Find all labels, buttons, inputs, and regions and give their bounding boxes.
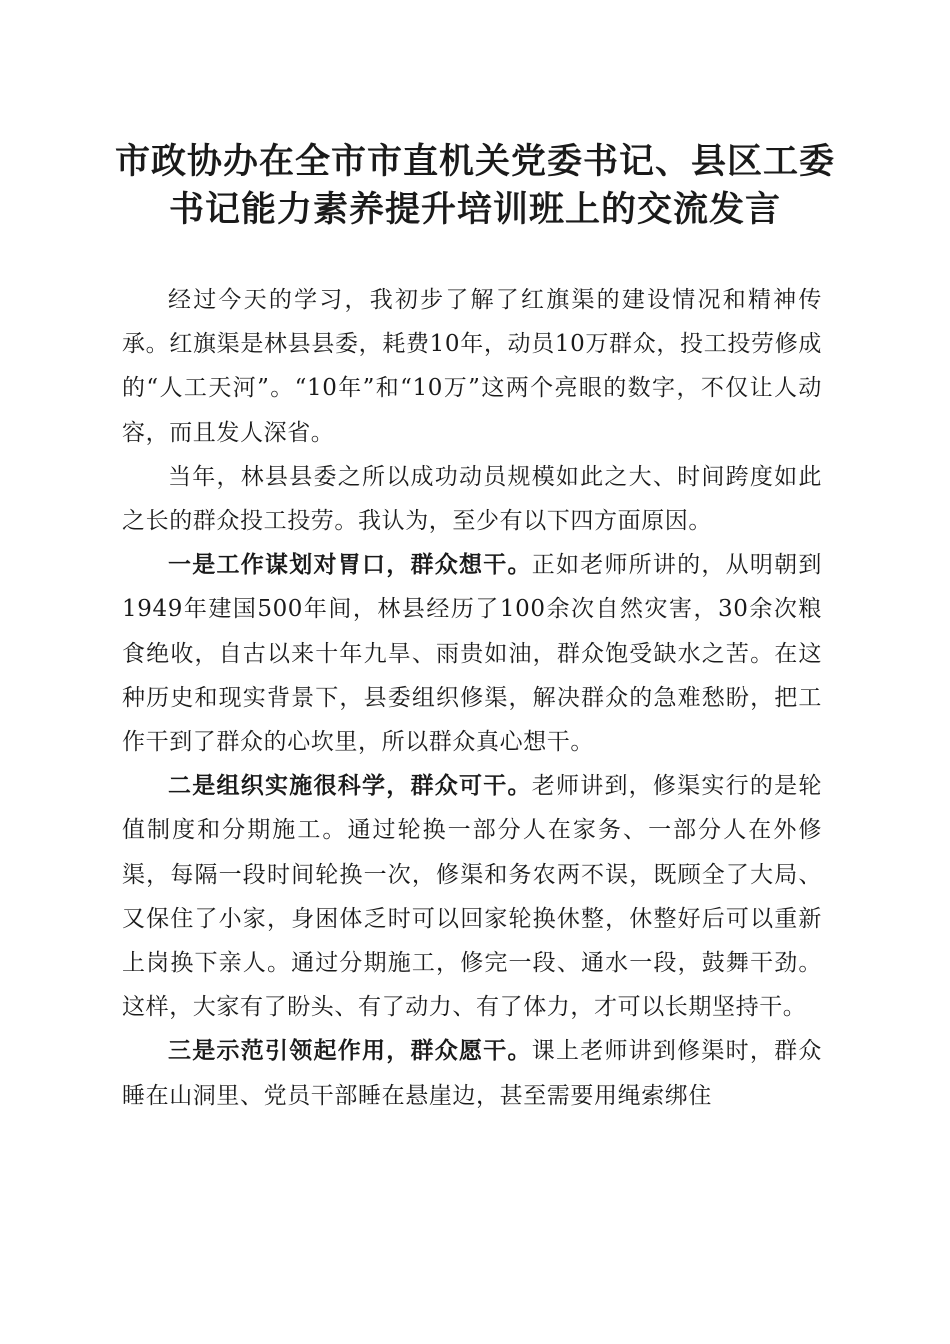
paragraph-4	[122, 764, 822, 1029]
title-line-2: 书记能力素养提升培训班上的交流发言	[168, 189, 781, 230]
paragraph-1	[122, 278, 822, 455]
paragraph-1-text: 经过今天的学习，我初步了解了红旗渠的建设情况和精神传承。红旗渠是林县县委，耗费10年，动员10万群众，投工投劳修成的“人工天河”。“10年”和“10万”这两个亮眼的数字，不仅让人动容，而且发人深省。	[122, 287, 822, 446]
paragraph-4-lead: 二是组织实施很科学，群众可干。	[168, 772, 532, 800]
paragraph-3-lead: 一是工作谋划对胃口，群众想干。	[168, 551, 532, 579]
paragraph-5-lead: 三是示范引领起作用，群众愿干。	[168, 1037, 532, 1065]
title-line-1: 市政协办在全市市直机关党委书记、县区工委	[114, 141, 835, 182]
document-body	[122, 278, 822, 1118]
paragraph-3	[122, 543, 822, 764]
paragraph-3-text: 正如老师所讲的，从明朝到1949年建国500年间，林县经历了100余次自然灾害，30余次粮食绝收，自古以来十年九旱、雨贵如油，群众饱受缺水之苦。在这种历史和现实背景下，县委组织修渠，解决群众的急难愁盼，把工作干到了群众的心坎里，所以群众真心想干。	[122, 552, 823, 756]
paragraph-2	[122, 455, 822, 543]
document-title	[110, 138, 840, 234]
paragraph-5-text: 课上老师讲到修渠时，群众睡在山洞里、党员干部睡在悬崖边，甚至需要用绳索绑住	[122, 1038, 823, 1109]
paragraph-5	[122, 1029, 822, 1117]
paragraph-2-text: 当年，林县县委之所以成功动员规模如此之大、时间跨度如此之长的群众投工投劳。我认为，至少有以下四方面原因。	[122, 463, 822, 535]
paragraph-4-text: 老师讲到，修渠实行的是轮值制度和分期施工。通过轮换一部分人在家务、一部分人在外修渠，每隔一段时间轮换一次，修渠和务农两不误，既顾全了大局、又保住了小家，身困体乏时可以回家轮换休整，休整好后可以重新上岗换下亲人。通过分期施工，修完一段、通水一段，鼓舞干劲。这样，大家有了盼头、有了动力、有了体力，才可以长期坚持干。	[122, 773, 823, 1021]
